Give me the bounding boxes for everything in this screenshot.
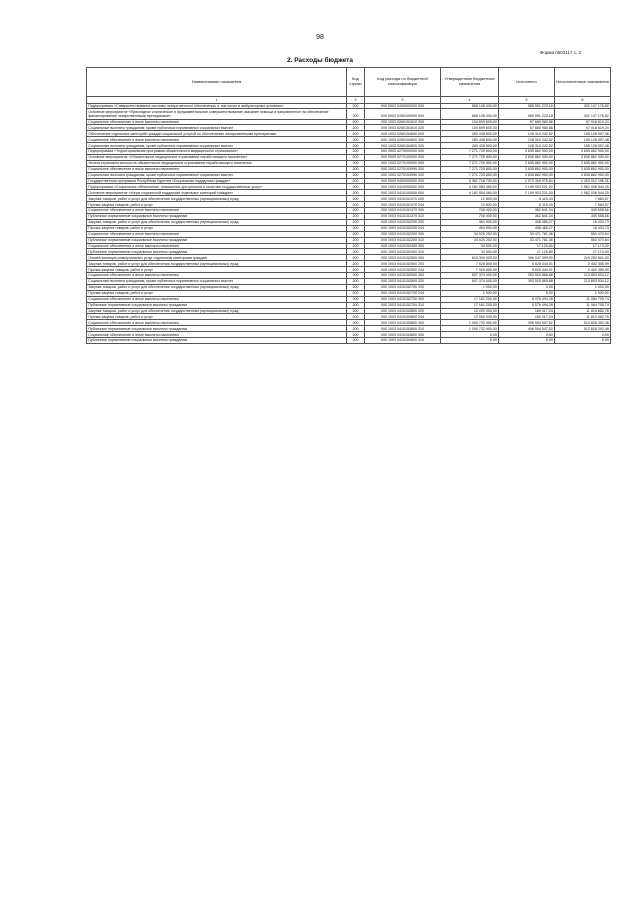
cell-approved: 12 800,00 [441, 202, 499, 208]
cell-name: Социальные выплаты гражданам, кроме публичных нормативных социальных выплат [87, 278, 347, 284]
cell-budget-code: 000 1003 0410151370 300 [365, 208, 441, 214]
cell-budget-code: 000 0902 0260100000 000 [365, 109, 441, 119]
cell-unexecuted: 302 147 176,82 [555, 103, 611, 109]
cell-executed: 0,00 [499, 290, 555, 296]
cell-approved: 888 138 400,00 [441, 103, 499, 109]
cell-name: Основное мероприятие «Обязательное медицинское страхование неработающего населения» [87, 154, 347, 160]
cell-executed: 3 635 862 900,00 [499, 154, 555, 160]
cell-approved: 7 928 800,00 [441, 261, 499, 267]
cell-executed: 362 841,34 [499, 214, 555, 220]
cell-line-code: 200 [347, 302, 365, 308]
cell-name: Уплата страхового взноса на обязательное медицинское страхование неработающего населения [87, 160, 347, 166]
cell-line-code: 200 [347, 149, 365, 155]
cell-approved: 34 300,00 [441, 243, 499, 249]
cell-unexecuted: 1 962 036 544,25 [555, 184, 611, 190]
page-number: 98 [316, 34, 324, 41]
cell-name: Прочая закупка товаров, работ и услуг [87, 290, 347, 296]
cell-unexecuted: 11 084 705,74 [555, 296, 611, 302]
cell-approved: 7 271 725 800,00 [441, 160, 499, 166]
cell-line-code: 200 [347, 119, 365, 125]
cell-unexecuted: 1 000,00 [555, 284, 611, 290]
cell-executed: 0,00 [499, 338, 555, 344]
cell-approved: 7 928 800,00 [441, 267, 499, 273]
cell-name: Публичные нормативные социальные выплаты гражданам [87, 249, 347, 255]
table-row [87, 338, 611, 344]
cell-name: Социальные выплаты гражданам, кроме публичных нормативных социальных выплат [87, 125, 347, 131]
cell-budget-code: 000 1003 0410152200 200 [365, 219, 441, 225]
cell-executed: 3 635 862 900,00 [499, 166, 555, 172]
cell-executed: 3 635 862 900,00 [499, 172, 555, 178]
cell-unexecuted: 512 828 392,48 [555, 326, 611, 332]
cell-budget-code: 000 0900 0270000000 000 [365, 149, 441, 155]
cell-name: Обеспечение отдельных категорий граждан социальной услугой по обеспечению лекарственными препаратами [87, 131, 347, 137]
cell-approved: 5 361 718 700,00 [441, 178, 499, 184]
cell-budget-code: 000 1003 0410154600 300 [365, 332, 441, 338]
cell-executed: 438 465,27 [499, 225, 555, 231]
cell-budget-code: 000 1003 0410153800 244 [365, 314, 441, 320]
cell-unexecuted: 3 635 862 900,00 [555, 166, 611, 172]
cell-executed: 393 520 865,88 [499, 273, 555, 279]
cell-unexecuted: 47 018 619,24 [555, 125, 611, 131]
cell-approved: 0,00 [441, 338, 499, 344]
cell-unexecuted: 3 635 862 900,00 [555, 149, 611, 155]
cell-unexecuted: 3 635 862 900,00 [555, 160, 611, 166]
table-header-row [87, 68, 611, 97]
cell-unexecuted: 16 434,73 [555, 225, 611, 231]
cell-executed: 5 526 444,01 [499, 267, 555, 273]
cell-line-code: 200 [347, 314, 365, 320]
column-index: 2 [347, 96, 365, 103]
cell-executed: 128 310 242,52 [499, 131, 555, 137]
cell-budget-code: 000 0902 0260000000 000 [365, 103, 441, 109]
cell-name: Государственная программа Республики Бурятия «Социальная поддержка граждан» [87, 178, 347, 184]
cell-unexecuted: 512 828 392,48 [555, 320, 611, 326]
cell-executed: 6 076 494,26 [499, 296, 555, 302]
cell-name: Прочая закупка товаров, работ и услуг [87, 314, 347, 320]
cell-executed: 362 841,34 [499, 208, 555, 214]
cell-unexecuted: 7 684,57 [555, 202, 611, 208]
cell-name: Основное мероприятие «Меры социальной поддержки отдельных категорий граждан» [87, 190, 347, 196]
cell-line-code: 200 [347, 237, 365, 243]
cell-approved: 0,00 [441, 332, 499, 338]
cell-unexecuted: 3 635 862 900,00 [555, 154, 611, 160]
cell-unexecuted: 1 000,00 [555, 290, 611, 296]
cell-name: Социальное обеспечение и иные выплаты населению [87, 243, 347, 249]
cell-unexecuted: 7 684,57 [555, 196, 611, 202]
cell-executed: 189 317,24 [499, 308, 555, 314]
cell-budget-code: 000 1003 0260154600 320 [365, 143, 441, 149]
cell-executed: 6 076 494,26 [499, 302, 555, 308]
cell-approved: 1 009 732 900,00 [441, 326, 499, 332]
cell-name: Социальное обеспечение и иные выплаты населению [87, 296, 347, 302]
cell-approved: 1 009 732 900,00 [441, 320, 499, 326]
cell-name: Прочая закупка товаров, работ и услуг [87, 225, 347, 231]
cell-name: Социальные выплаты гражданам, кроме публичных нормативных социальных выплат [87, 143, 347, 149]
cell-line-code: 200 [347, 255, 365, 261]
cell-budget-code: 000 1003 0410100000 000 [365, 190, 441, 196]
cell-line-code: 200 [347, 154, 365, 160]
cell-name: Социальное обеспечение и иные выплаты населению [87, 208, 347, 214]
cell-budget-code: 000 1003 0410152200 310 [365, 237, 441, 243]
expenses-table [86, 67, 611, 344]
cell-executed: 128 310 242,52 [499, 137, 555, 143]
cell-unexecuted: 2 402 355,99 [555, 261, 611, 267]
cell-budget-code: 000 1003 0260154600 000 [365, 131, 441, 137]
cell-line-code: 200 [347, 214, 365, 220]
cell-line-code: 200 [347, 284, 365, 290]
cell-name: Социальное обеспечение и иные выплаты населению [87, 231, 347, 237]
cell-budget-code: 000 0909 0270100000 000 [365, 154, 441, 160]
column-header-name: Наименование показателя [87, 68, 347, 97]
cell-budget-code: 000 1003 0270193990 000 [365, 160, 441, 166]
cell-budget-code: 000 1003 0410151370 244 [365, 202, 441, 208]
cell-executed: 33 471 781,36 [499, 231, 555, 237]
cell-name: Публичные нормативные социальные выплаты гражданам [87, 326, 347, 332]
cell-budget-code: 000 1003 0410152700 310 [365, 302, 441, 308]
cell-unexecuted: 302 147 176,82 [555, 109, 611, 119]
cell-budget-code: 000 1003 0410152700 200 [365, 284, 441, 290]
cell-unexecuted: 345 558,66 [555, 208, 611, 214]
column-index: 3 [365, 96, 441, 103]
cell-budget-code: 000 1003 0410152200 244 [365, 225, 441, 231]
cell-unexecuted: 553 470,64 [555, 237, 611, 243]
cell-executed: 128 310 242,52 [499, 143, 555, 149]
cell-line-code: 200 [347, 103, 365, 109]
cell-executed: 5 526 444,01 [499, 261, 555, 267]
cell-name: Подпрограмма «Социальное обеспечение, повышение доступности и качества государственных услуг» [87, 184, 347, 190]
cell-executed: 57 680 980,86 [499, 125, 555, 131]
cell-name: Публичные нормативные социальные выплаты гражданам [87, 237, 347, 243]
cell-unexecuted: 11 810 682,76 [555, 308, 611, 314]
section-title: 2. Расходы бюджета [287, 57, 353, 64]
cell-unexecuted: 155 128 557,48 [555, 143, 611, 149]
cell-approved: 34 025 252,00 [441, 237, 499, 243]
cell-approved: 1 000,00 [441, 290, 499, 296]
cell-line-code: 200 [347, 196, 365, 202]
cell-approved: 34 300,00 [441, 249, 499, 255]
cell-executed: 57 680 980,86 [499, 119, 555, 125]
cell-line-code: 200 [347, 290, 365, 296]
cell-budget-code: 000 1003 0410153800 200 [365, 308, 441, 314]
cell-budget-code: 000 1003 0410151370 310 [365, 214, 441, 220]
cell-executed: 396 047 399,00 [499, 255, 555, 261]
column-index: 5 [499, 96, 555, 103]
cell-line-code: 200 [347, 160, 365, 166]
cell-line-code: 200 [347, 332, 365, 338]
cell-unexecuted: 2 403 012 196,31 [555, 178, 611, 184]
cell-executed: 17 125,80 [499, 243, 555, 249]
cell-budget-code: 000 1003 0410152700 300 [365, 296, 441, 302]
cell-executed: 585 991 223,18 [499, 103, 555, 109]
cell-approved: 454 900,00 [441, 225, 499, 231]
cell-executed: 3 635 862 900,00 [499, 160, 555, 166]
cell-line-code: 200 [347, 225, 365, 231]
cell-line-code: 200 [347, 273, 365, 279]
column-index: 4 [441, 96, 499, 103]
cell-unexecuted: 0,00 [555, 338, 611, 344]
cell-unexecuted: 16 434,73 [555, 219, 611, 225]
cell-line-code: 200 [347, 131, 365, 137]
cell-approved: 708 400,00 [441, 208, 499, 214]
cell-unexecuted: 47 018 619,24 [555, 119, 611, 125]
cell-line-code: 200 [347, 125, 365, 131]
cell-unexecuted: 3 635 862 900,00 [555, 172, 611, 178]
column-index: 6 [555, 96, 611, 103]
cell-line-code: 200 [347, 202, 365, 208]
cell-executed: 2 199 903 221,00 [499, 190, 555, 196]
cell-name: Социальное обеспечение и иные выплаты населению [87, 119, 347, 125]
cell-approved: 454 900,00 [441, 219, 499, 225]
cell-approved: 615 300 000,00 [441, 255, 499, 261]
cell-unexecuted: 155 128 557,48 [555, 131, 611, 137]
cell-name: Закупка товаров, работ и услуг для обеспечения государственных (муниципальных) нужд [87, 284, 347, 290]
table-row [87, 109, 611, 119]
cell-name: Закупка товаров, работ и услуг для обеспечения государственных (муниципальных) нужд [87, 308, 347, 314]
cell-line-code: 200 [347, 296, 365, 302]
cell-budget-code: 000 1003 0410152500 244 [365, 267, 441, 273]
cell-name: Социальное обеспечение и иные выплаты населению [87, 273, 347, 279]
column-index: 1 [87, 96, 347, 103]
cell-executed: 17 125,80 [499, 249, 555, 255]
cell-budget-code: 000 1003 0410151370 200 [365, 196, 441, 202]
cell-unexecuted: 553 470,64 [555, 231, 611, 237]
cell-budget-code: 000 1003 0270193990 300 [365, 166, 441, 172]
cell-unexecuted: 11 084 705,74 [555, 302, 611, 308]
cell-line-code: 200 [347, 243, 365, 249]
cell-executed: 2 199 903 221,00 [499, 184, 555, 190]
cell-approved: 888 138 400,00 [441, 109, 499, 119]
cell-executed: 33 471 781,36 [499, 237, 555, 243]
cell-budget-code: 000 0000 0400000000 000 [365, 178, 441, 184]
column-header-line-code: Код строки [347, 68, 365, 97]
cell-executed: 585 991 223,18 [499, 109, 555, 119]
cell-budget-code: 000 1003 0410152200 300 [365, 231, 441, 237]
cell-unexecuted: 11 810 682,76 [555, 314, 611, 320]
cell-budget-code: 000 1003 0260151610 320 [365, 125, 441, 131]
cell-budget-code: 000 1003 0410152700 244 [365, 290, 441, 296]
cell-unexecuted: 213 853 534,12 [555, 273, 611, 279]
cell-executed: 5 115,43 [499, 202, 555, 208]
cell-budget-code: 000 1003 0410152500 300 [365, 273, 441, 279]
form-code: Форма 0503117 с. 2 [540, 50, 581, 55]
cell-budget-code: 000 1003 0410152400 310 [365, 249, 441, 255]
cell-line-code: 200 [347, 320, 365, 326]
cell-name: Социальное обеспечение и иные выплаты населению [87, 137, 347, 143]
cell-line-code: 200 [347, 109, 365, 119]
cell-executed: 3 635 862 900,00 [499, 149, 555, 155]
column-index-row [87, 96, 611, 103]
cell-approved: 12 800,00 [441, 196, 499, 202]
cell-budget-code: 000 1003 0410153800 310 [365, 326, 441, 332]
cell-line-code: 200 [347, 308, 365, 314]
cell-unexecuted: 17 174,20 [555, 243, 611, 249]
cell-line-code: 200 [347, 208, 365, 214]
cell-name: Подпрограмма «Территориальная программа обязательного медицинского страхования» [87, 149, 347, 155]
cell-line-code: 200 [347, 231, 365, 237]
column-header-unexecuted: Неисполненные назначения [555, 68, 611, 97]
cell-budget-code: 000 1003 0260151610 300 [365, 119, 441, 125]
cell-name: Публичные нормативные социальные выплаты гражданам [87, 214, 347, 220]
cell-approved: 104 699 600,00 [441, 119, 499, 125]
cell-name: Социальное обеспечение и иные выплаты населению [87, 166, 347, 172]
cell-budget-code: 000 1003 0270193990 320 [365, 172, 441, 178]
cell-name: Социальные выплаты гражданам, кроме публичных нормативных социальных выплат [87, 172, 347, 178]
cell-unexecuted: 213 853 534,12 [555, 278, 611, 284]
cell-approved: 12 000 000,00 [441, 314, 499, 320]
cell-line-code: 200 [347, 143, 365, 149]
cell-budget-code: 000 1003 0410153800 300 [365, 320, 441, 326]
cell-approved: 1 000,00 [441, 284, 499, 290]
cell-approved: 607 374 400,00 [441, 273, 499, 279]
cell-name: Социальное обеспечение и иные выплаты населению [87, 320, 347, 326]
cell-line-code: 200 [347, 137, 365, 143]
cell-executed: 496 904 507,52 [499, 320, 555, 326]
cell-executed: 393 520 865,88 [499, 278, 555, 284]
cell-line-code: 200 [347, 184, 365, 190]
cell-name: Закупка товаров, работ и услуг для обеспечения государственных (муниципальных) нужд [87, 261, 347, 267]
cell-line-code: 200 [347, 166, 365, 172]
cell-line-code: 200 [347, 249, 365, 255]
cell-name: Социальное обеспечение и иные выплаты населению [87, 332, 347, 338]
column-header-approved: Утвержденные бюджетные назначения [441, 68, 499, 97]
column-header-budget-code: Код расхода по бюджетной классификации [365, 68, 441, 97]
cell-budget-code: 000 1003 0410152500 320 [365, 278, 441, 284]
cell-line-code: 200 [347, 190, 365, 196]
cell-name: Основное мероприятие «Прикладное клиническое и фундаментальное совершенствование оказание помощи и направленное на обеспечение финансирования лекарственными препаратами» [87, 109, 347, 119]
cell-approved: 283 438 800,00 [441, 143, 499, 149]
cell-name: Закупка товаров, работ и услуг для обеспечения государственных (муниципальных) нужд [87, 219, 347, 225]
cell-approved: 708 400,00 [441, 214, 499, 220]
cell-approved: 283 438 800,00 [441, 131, 499, 137]
cell-approved: 104 699 600,00 [441, 125, 499, 131]
cell-line-code: 200 [347, 326, 365, 332]
cell-budget-code: 000 1003 0410000000 000 [365, 184, 441, 190]
cell-line-code: 200 [347, 178, 365, 184]
cell-unexecuted: 0,00 [555, 332, 611, 338]
cell-line-code: 200 [347, 261, 365, 267]
cell-name: Прочая закупка товаров, работ и услуг [87, 202, 347, 208]
cell-line-code: 200 [347, 172, 365, 178]
cell-unexecuted: 17 174,20 [555, 249, 611, 255]
cell-approved: 7 271 725 800,00 [441, 172, 499, 178]
cell-budget-code: 000 1003 0410154600 310 [365, 338, 441, 344]
cell-executed: 438 465,27 [499, 219, 555, 225]
cell-approved: 17 161 200,00 [441, 302, 499, 308]
cell-approved: 4 161 954 460,00 [441, 190, 499, 196]
cell-executed: 496 904 507,52 [499, 326, 555, 332]
cell-unexecuted: 345 558,66 [555, 214, 611, 220]
table-body [87, 103, 611, 343]
cell-name: Публичные нормативные социальные выплаты гражданам [87, 302, 347, 308]
cell-executed: 189 317,24 [499, 314, 555, 320]
cell-line-code: 200 [347, 338, 365, 344]
cell-unexecuted: 2 402 355,99 [555, 267, 611, 273]
cell-name: Закупка товаров, работ и услуг для обеспечения государственных (муниципальных) нужд [87, 196, 347, 202]
cell-line-code: 200 [347, 267, 365, 273]
cell-approved: 607 374 400,00 [441, 278, 499, 284]
cell-unexecuted: 1 962 036 544,25 [555, 190, 611, 196]
cell-name: Прочая закупка товаров, работ и услуг [87, 267, 347, 273]
cell-name: Публичные нормативные социальные выплаты гражданам [87, 338, 347, 344]
cell-unexecuted: 219 252 601,00 [555, 255, 611, 261]
cell-approved: 4 161 954 460,00 [441, 184, 499, 190]
cell-executed: 0,00 [499, 332, 555, 338]
column-header-executed: Исполнено [499, 68, 555, 97]
cell-approved: 12 000 000,00 [441, 308, 499, 314]
cell-executed: 0,00 [499, 284, 555, 290]
cell-budget-code: 000 1003 0410152400 300 [365, 243, 441, 249]
cell-unexecuted: 155 128 557,48 [555, 137, 611, 143]
cell-approved: 17 161 200,00 [441, 296, 499, 302]
cell-executed: 2 973 395 076,84 [499, 178, 555, 184]
cell-name: Подпрограмма «Совершенствование системы лекарственного обеспечения, в том числе в амбулаторных условиях» [87, 103, 347, 109]
cell-budget-code: 000 1003 0410152500 200 [365, 261, 441, 267]
cell-line-code: 200 [347, 219, 365, 225]
cell-approved: 7 271 725 800,00 [441, 149, 499, 155]
cell-approved: 283 438 800,00 [441, 137, 499, 143]
cell-name: Оплата жилищно-коммунальных услуг отдельным категориям граждан [87, 255, 347, 261]
cell-approved: 7 271 725 800,00 [441, 166, 499, 172]
cell-executed: 5 115,43 [499, 196, 555, 202]
cell-budget-code: 000 1003 0410152500 000 [365, 255, 441, 261]
cell-approved: 34 025 252,00 [441, 231, 499, 237]
cell-line-code: 200 [347, 278, 365, 284]
cell-approved: 7 271 725 800,00 [441, 154, 499, 160]
cell-budget-code: 000 1003 0260154600 300 [365, 137, 441, 143]
